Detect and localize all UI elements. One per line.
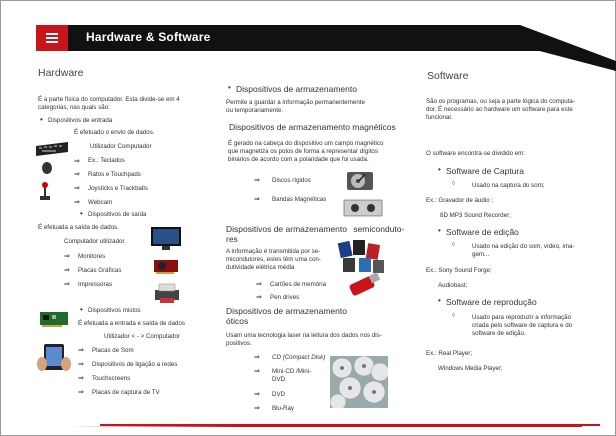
arrow-icon: ⇒: [78, 347, 84, 354]
semi-item-1: Cartões de memória: [270, 281, 327, 288]
saida-heading: • Dispositivos de saída: [88, 211, 146, 219]
mag-desc-2: que magnetiza os polos de forma a representar dígitos: [228, 148, 378, 155]
saida-item-1: Monitores: [78, 253, 106, 260]
software-intro-3: funcionar.: [426, 114, 453, 121]
entrada-item-1: Ex.: Teclados: [88, 157, 125, 164]
opt-desc-2: positivos.: [226, 340, 252, 347]
arrow-icon: ⇒: [64, 281, 70, 288]
mouse-image: [40, 160, 54, 174]
monitor-image: [150, 226, 182, 252]
pen-drive-image: [346, 272, 382, 300]
mag-item-2: Bandas Magnéticas: [272, 196, 327, 203]
magnetic-tape-image: [343, 198, 383, 218]
opt-item-1: CD (Compact Disk): [272, 354, 326, 361]
opt-heading: Dispositivos de armazenamento óticos: [226, 306, 347, 326]
arrow-icon: ⇒: [254, 368, 260, 375]
semi-desc-3: dutividade elétrica média: [226, 264, 295, 271]
diamond-icon: ◊: [452, 313, 455, 319]
mag-heading: Dispositivos de armazenamento magnéticos: [229, 122, 396, 132]
software-heading: Software: [427, 70, 469, 82]
arrow-icon: ⇒: [256, 294, 262, 301]
arrow-icon: ⇒: [254, 391, 260, 398]
arrow-icon: ⇒: [64, 253, 70, 260]
edicao-desc-2: gem...: [472, 251, 490, 258]
footer-red-line-2: [100, 424, 600, 426]
entrada-flow: Utilizador Computador: [90, 143, 152, 150]
mistos-item-3: Touchscreens: [92, 375, 131, 382]
reproducao-desc-3: software de edição.: [472, 330, 526, 337]
optical-discs-image: [330, 356, 388, 408]
entrada-item-2: Ratos e Touchpads: [88, 171, 141, 178]
edicao-ex: Ex.: Sony Sound Forge;: [426, 267, 492, 274]
hard-disk-image: [345, 170, 375, 192]
entrada-item-4: Webcam: [88, 199, 113, 206]
hardware-heading: Hardware: [38, 67, 84, 79]
semi-desc-1: A informação é transmitida por se-: [226, 248, 321, 255]
mistos-heading: • Dispositivos mistos: [88, 307, 141, 315]
arrow-icon: ⇒: [254, 354, 260, 361]
armaz-desc-1: Permite a guardar a informação permanentemente: [226, 99, 365, 106]
reproducao-desc-1: Usado para reproduzir a informação: [472, 314, 572, 321]
arrow-icon: ⇒: [74, 171, 80, 178]
mag-desc-3: binários de acordo com a polaridade que foi usada.: [228, 156, 369, 163]
mag-desc-1: É gerado na cabeça do dispositivo um campo magnético: [228, 140, 384, 147]
semi-desc-2: micondutores, estes têm uma con-: [226, 256, 321, 263]
arrow-icon: ⇒: [256, 281, 262, 288]
saida-item-2: Placas Gráficas: [78, 267, 122, 274]
mistos-flow: Utilizador < - > Computador: [104, 333, 181, 340]
printer-image: [152, 282, 182, 304]
reproducao-heading: • Software de reprodução: [446, 297, 537, 307]
page-title: Hardware & Software: [86, 30, 211, 44]
armaz-desc-2: ou temporariamente.: [226, 107, 284, 114]
arrow-icon: ⇒: [254, 196, 260, 203]
entrada-item-3: Joysticks e Trackballs: [88, 185, 148, 192]
edicao-ex2: Audiobast;: [438, 282, 468, 289]
keyboard-image: [34, 138, 70, 158]
mistos-item-2: Dispositivos de ligação a redes: [92, 361, 178, 368]
mistos-item-4: Placas de captura de TV: [92, 389, 160, 396]
opt-desc-1: Usam uma tecnologia laser na leitura dos dados nos dis-: [226, 332, 382, 339]
arrow-icon: ⇒: [74, 158, 80, 165]
arrow-icon: ⇒: [78, 389, 84, 396]
saida-item-3: Impressoras: [78, 281, 113, 288]
arrow-icon: ⇒: [64, 267, 70, 274]
mag-item-1: Discos rígidos: [272, 177, 311, 184]
entrada-heading: • Dispositivos de entrada: [48, 117, 112, 125]
menu-icon[interactable]: [36, 25, 68, 51]
edicao-desc-1: Usado na edição do som, vídeo, ima-: [472, 243, 575, 250]
opt-item-2b: DVD: [272, 376, 286, 383]
sound-card-image: [38, 308, 70, 330]
captura-ex: Ex.: Gravador de áudio ;: [426, 197, 494, 204]
entrada-desc: É efetuado o envio de dados.: [74, 129, 155, 136]
edicao-heading: • Software de edição: [446, 227, 519, 237]
joystick-image: [38, 182, 52, 202]
arrow-icon: ⇒: [78, 361, 84, 368]
software-divide: O software encontra-se dividido em:: [426, 150, 526, 157]
reproducao-ex2: Windows Media Player;: [438, 365, 503, 372]
semi-heading: Dispositivos de armazenamento semiconduto- res: [226, 224, 405, 244]
software-intro-2: dor. É necessário ao hardware um software para este: [426, 106, 573, 113]
captura-desc: Usado na captura do som;: [472, 182, 545, 189]
arrow-icon: ⇒: [254, 405, 260, 412]
mistos-item-1: Placas de Som: [92, 347, 134, 354]
semi-item-2: Pen drives: [270, 294, 300, 301]
software-intro-1: São os programas, ou seja a parte lógica do computa-: [426, 98, 575, 105]
arrow-icon: ⇒: [254, 177, 260, 184]
graphics-card-image: [152, 256, 180, 276]
memory-cards-image: [335, 238, 387, 276]
diamond-icon: ◊: [452, 242, 455, 248]
saida-flow: Computador utilizador: [64, 238, 125, 245]
armaz-heading: • Dispositivos de armazenamento: [236, 84, 357, 94]
opt-item-2: Mini-CD /Mini-: [272, 368, 312, 375]
captura-ex2: 8D MP3 Sound Recorder;: [440, 212, 511, 219]
arrow-icon: ⇒: [74, 199, 80, 206]
hardware-intro-1: É a parte física do computador. Esta divide-se em 4: [38, 96, 180, 103]
opt-item-4: Blu-Ray: [272, 405, 295, 412]
captura-heading: • Software de Captura: [446, 166, 524, 176]
mistos-desc: É efetuada a entrada e saída de dados: [78, 320, 185, 327]
saida-desc: É efetuada a saída de dados.: [38, 224, 119, 231]
arrow-icon: ⇒: [74, 185, 80, 192]
diamond-icon: ◊: [452, 181, 455, 187]
reproducao-desc-2: criada pelo software de captura e do: [472, 322, 573, 329]
arrow-icon: ⇒: [78, 375, 84, 382]
opt-item-3: DVD: [272, 391, 286, 398]
hardware-intro-2: categorias, nas quais são:: [38, 104, 110, 111]
touchscreen-image: [36, 342, 72, 372]
reproducao-ex: Ex.: Real Player;: [426, 350, 473, 357]
